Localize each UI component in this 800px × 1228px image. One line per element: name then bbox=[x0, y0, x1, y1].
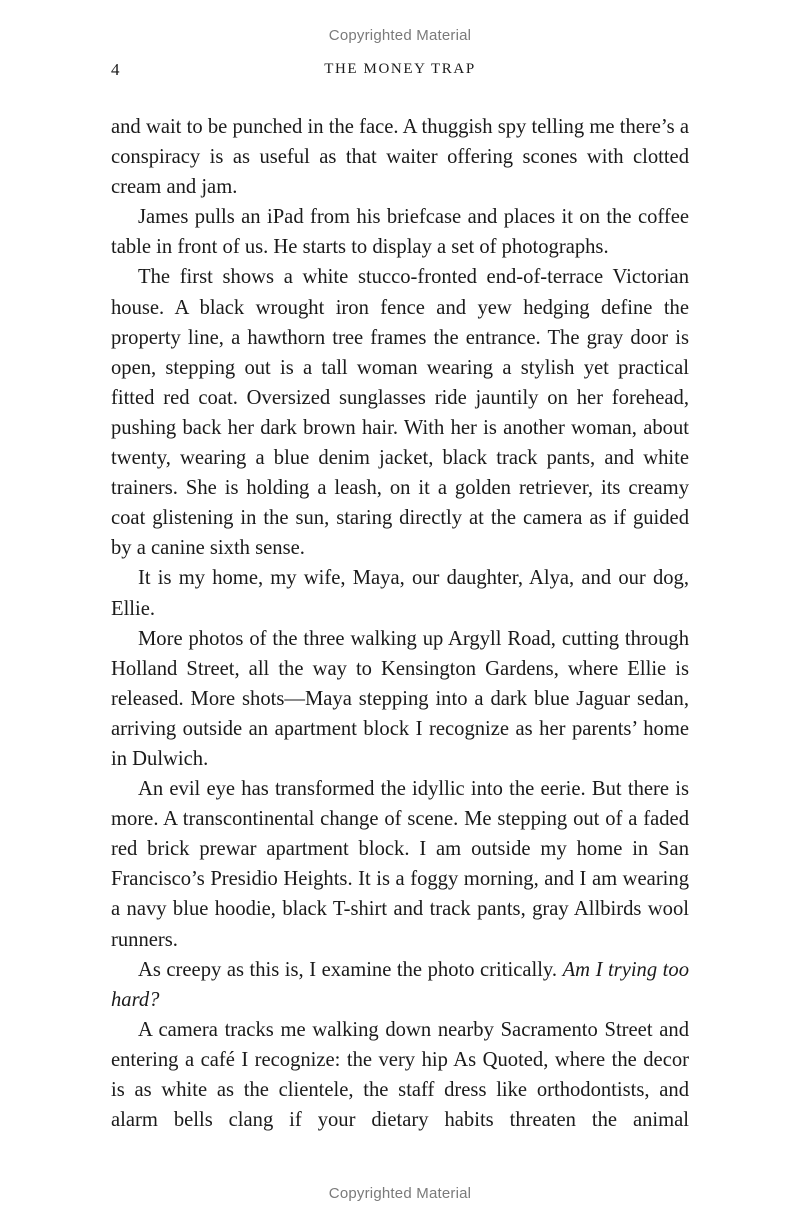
paragraph-text: As creepy as this is, I examine the photo critically. bbox=[138, 958, 563, 981]
body-text bbox=[111, 112, 689, 1135]
copyright-watermark-bottom: Copyrighted Material bbox=[328, 1185, 472, 1202]
running-head bbox=[111, 60, 689, 84]
page-number: 4 bbox=[111, 60, 120, 79]
book-title: THE MONEY TRAP bbox=[324, 61, 476, 77]
italic-thought: Am I trying too hard? bbox=[111, 958, 689, 1011]
paragraph: A camera tracks me walking down nearby Sacramento Street and entering a café I recognize: the very hip As Quoted, where the decor is as white as the clientele, the staff dress like orthodontists, and alarm bells clang if your dietary habits threaten the animal bbox=[111, 1018, 689, 1132]
paragraph bbox=[111, 955, 689, 1015]
copyright-watermark-top: Copyrighted Material bbox=[328, 27, 472, 44]
paragraph: The first shows a white stucco-fronted end-of-terrace Victorian house. A black wrought iron fence and yew hedging define the property line, a hawthorn tree frames the entrance. The gray door is open, stepping out is a tall woman wearing a stylish yet practical fitted red coat. Oversized sunglasses ride jauntily on her forehead, pushing back her dark brown hair. With her is another woman, about twenty, wearing a blue denim jacket, black track pants, and white trainers. She is holding a leash, on it a golden retriever, its creamy coat glistening in the sun, staring directly at the camera as if guided by a canine sixth sense. bbox=[111, 266, 689, 560]
paragraph: More photos of the three walking up Argyll Road, cutting through Holland Street, all the way to Kensington Gardens, where Ellie is released. More shots—Maya stepping into a dark blue Jaguar sedan, arriving outside an apartment block I recognize as her parents’ home in Dulwich. bbox=[111, 627, 689, 770]
paragraph: An evil eye has transformed the idyllic into the eerie. But there is more. A transcontinental change of scene. Me stepping out of a faded red brick prewar apartment block. I am outside my home in San Francisco’s Presidio Heights. It is a foggy morning, and I am wearing a navy blue hoodie, black T-shirt and track pants, gray Allbirds wool runners. bbox=[111, 778, 689, 951]
paragraph: James pulls an iPad from his briefcase and places it on the coffee table in front of us. He starts to display a set of photographs. bbox=[111, 206, 689, 259]
paragraph: It is my home, my wife, Maya, our daughter, Alya, and our dog, Ellie. bbox=[111, 567, 689, 620]
paragraph: and wait to be punched in the face. A thuggish spy telling me there’s a conspiracy is as useful as that waiter offering scones with clotted cream and jam. bbox=[111, 116, 689, 199]
